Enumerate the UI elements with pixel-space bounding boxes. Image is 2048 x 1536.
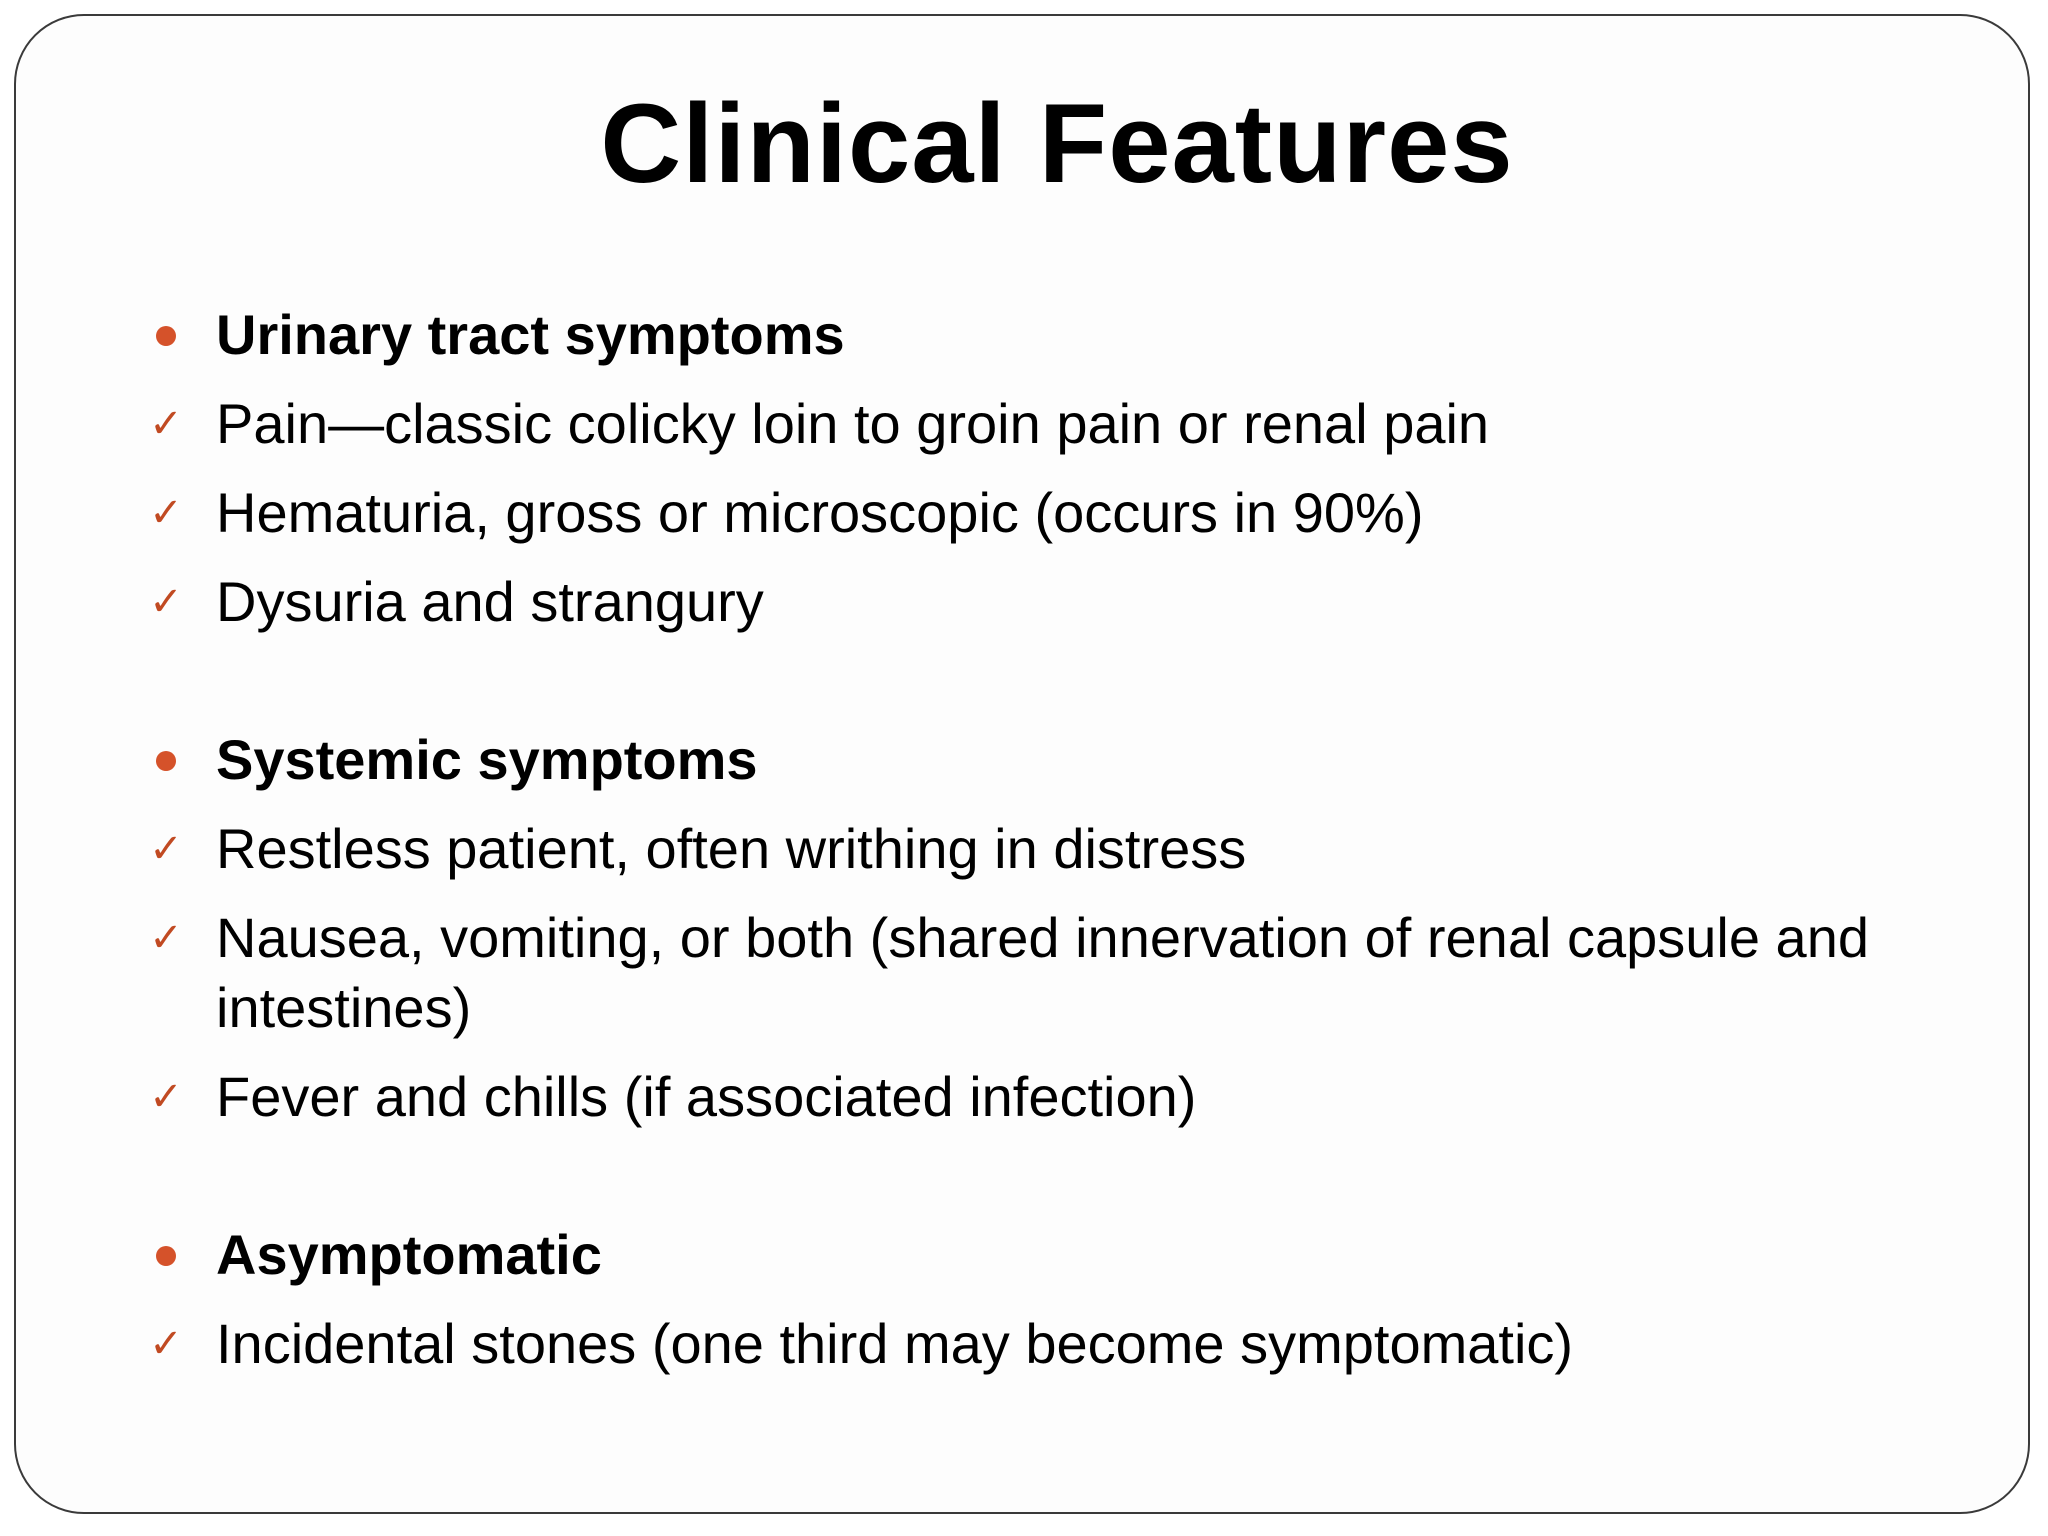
section-systemic [146, 725, 1946, 1132]
list-item-text: Nausea, vomiting, or both (shared innervation of renal capsule and intestines) [216, 906, 1869, 1039]
section-heading-text: Asymptomatic [216, 1223, 602, 1286]
section-heading [146, 725, 1946, 795]
section-heading [146, 300, 1946, 370]
checkmark-icon: ✓ [149, 1321, 183, 1367]
bullet-list [146, 300, 1946, 1467]
section-heading [146, 1220, 1946, 1290]
section-heading-text: Systemic symptoms [216, 728, 758, 791]
list-item-text: Restless patient, often writhing in distress [216, 817, 1247, 880]
bullet-dot-icon [146, 300, 186, 370]
list-item [146, 1309, 1946, 1379]
section-urinary-tract [146, 300, 1946, 637]
list-item [146, 1062, 1946, 1132]
list-item [146, 478, 1946, 548]
section-asymptomatic [146, 1220, 1946, 1379]
slide-title: Clinical Features [600, 81, 1514, 206]
list-item-text: Pain—classic colicky loin to groin pain or renal pain [216, 392, 1490, 455]
list-item-text: Incidental stones (one third may become symptomatic) [216, 1312, 1574, 1375]
list-item [146, 814, 1946, 884]
checkmark-icon: ✓ [149, 1074, 183, 1120]
section-heading-text: Urinary tract symptoms [216, 303, 845, 366]
bullet-dot-icon [146, 725, 186, 795]
slide [14, 14, 2030, 1514]
checkmark-icon: ✓ [149, 401, 183, 447]
checkmark-icon: ✓ [149, 826, 183, 872]
list-item-text: Dysuria and strangury [216, 570, 764, 633]
list-item [146, 903, 1946, 1043]
list-item-text: Fever and chills (if associated infection) [216, 1065, 1197, 1128]
list-item-text: Hematuria, gross or microscopic (occurs in 90%) [216, 481, 1424, 544]
bullet-dot-icon [146, 1220, 186, 1290]
list-item [146, 389, 1946, 459]
checkmark-icon: ✓ [149, 915, 183, 961]
list-item [146, 567, 1946, 637]
checkmark-icon: ✓ [149, 579, 183, 625]
checkmark-icon: ✓ [149, 490, 183, 536]
